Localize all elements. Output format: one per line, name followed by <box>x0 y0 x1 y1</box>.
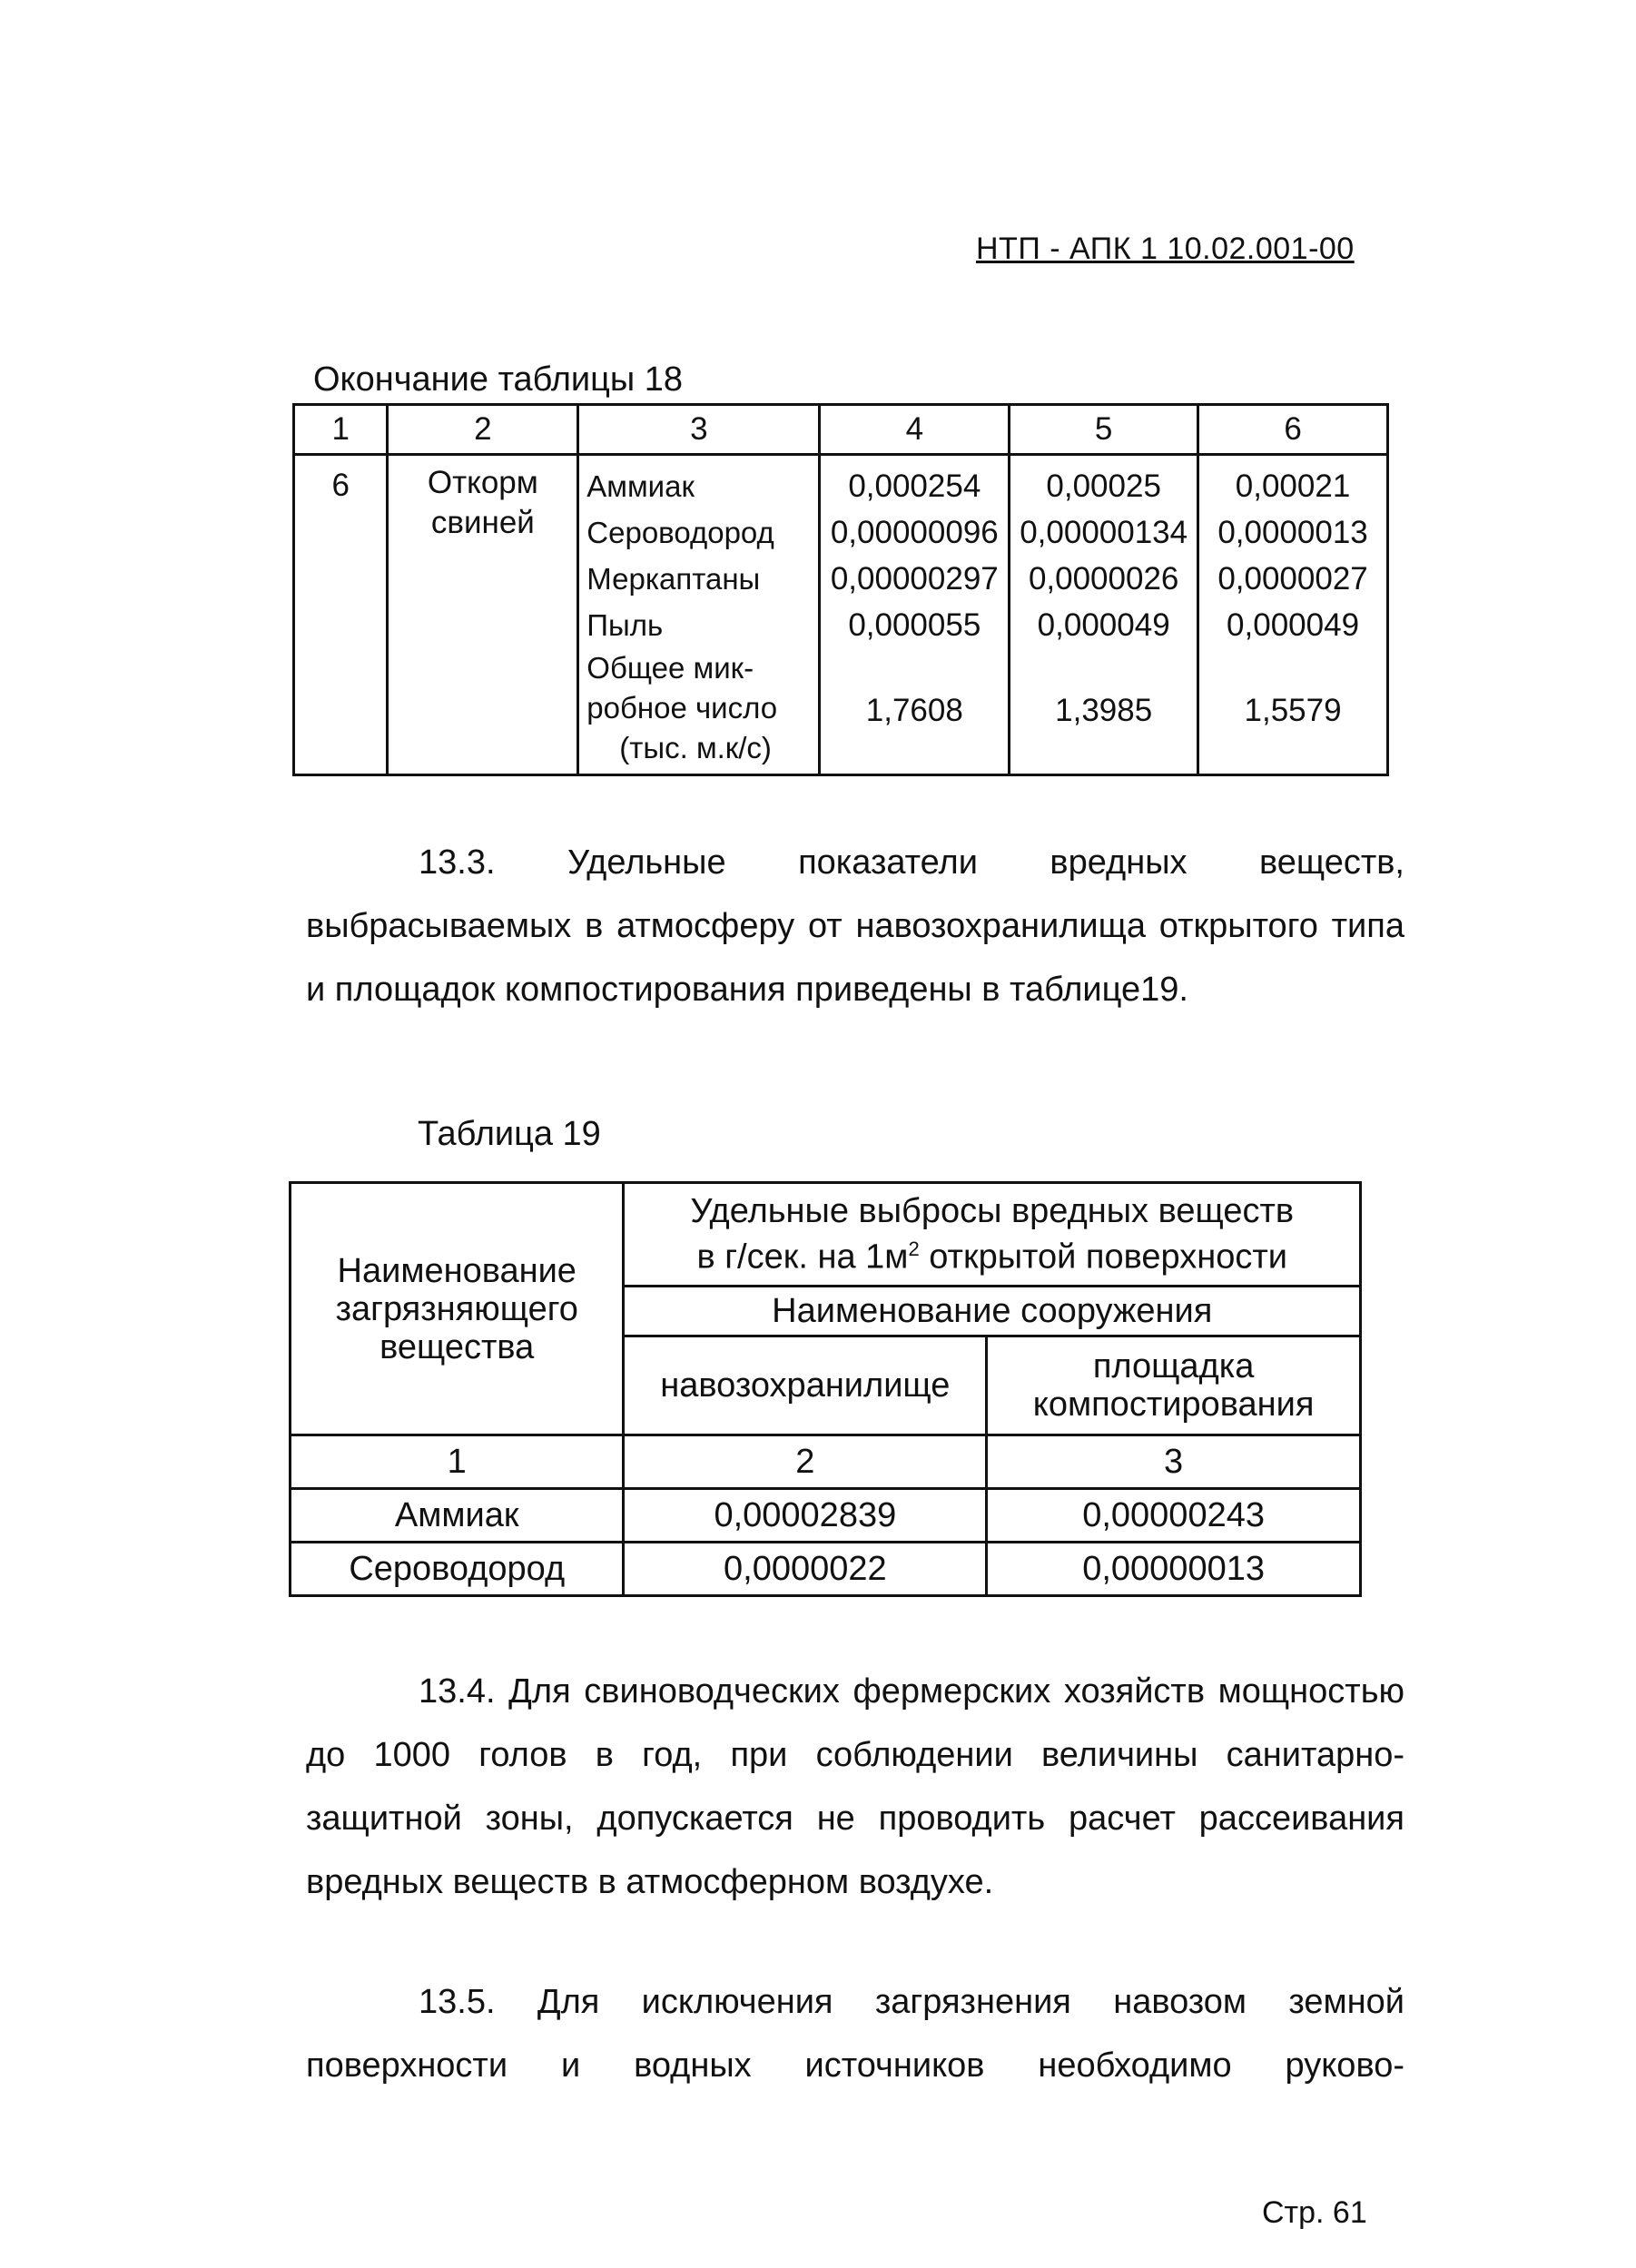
substance-microbial-3: (тыс. м.к/с) <box>619 731 772 764</box>
table18-data-row <box>294 455 1388 775</box>
table-18 <box>292 403 1389 776</box>
table19-value: 0,0000022 <box>624 1543 987 1596</box>
value: 0,000049 <box>1227 607 1360 643</box>
table18-group-label: Откорм свиней <box>427 465 538 540</box>
value: 0,00000096 <box>830 515 999 550</box>
text: в г/сек. на 1м <box>696 1238 909 1277</box>
value: 0,000049 <box>1037 607 1170 643</box>
table19-col3-header-text: площадка компостирования <box>1032 1347 1315 1425</box>
substance-ammonia: Аммиак <box>586 469 695 503</box>
table19-col-num: 3 <box>987 1435 1361 1489</box>
table-19 <box>289 1181 1362 1597</box>
value: 0,0000026 <box>1028 561 1179 597</box>
table19-value: 0,00002839 <box>624 1489 987 1543</box>
substance-microbial-2: робное число <box>586 691 778 725</box>
table19-value: 0,00000013 <box>987 1543 1361 1596</box>
table19-col1-header: Наименование загрязняющего вещества <box>291 1183 624 1435</box>
document-code: НТП - АПК 1 10.02.001-00 <box>976 232 1355 266</box>
table19-substance: Аммиак <box>291 1489 624 1543</box>
table19-caption: Таблица 19 <box>418 1115 601 1153</box>
table18-caption: Окончание таблицы 18 <box>313 360 684 399</box>
table18-col6 <box>1198 455 1388 775</box>
value: 0,00025 <box>1046 468 1161 504</box>
table19-group-header <box>624 1183 1361 1287</box>
paragraph-13-5: 13.5. Для исключения загрязнения навозом земной поверхности и водных источников необходимо руково- <box>306 1983 1404 2085</box>
table19-col3-header <box>987 1336 1361 1435</box>
value: 1,7608 <box>865 693 963 728</box>
substance-hydrogen-sulfide: Сероводород <box>586 516 774 549</box>
table18-col-num: 3 <box>578 405 820 455</box>
paragraph-13-4: 13.4. Для свиноводческих фермерских хозяйств мощностью до 1000 голов в год, при соблюдении величины санитарно-защитной зоны, допускается не проводить расчет рассеивания вредных веществ в атмосферном воздухе. <box>306 1672 1404 1901</box>
superscript: 2 <box>908 1238 920 1261</box>
table19-substance: Сероводород <box>291 1543 624 1596</box>
paragraph-13-3: 13.3. Удельные показатели вредных веществ, выбрасываемых в атмосферу от навозохранилища открытого типа и площадок компостирования приведены в таблице19. <box>306 843 1404 1009</box>
value: 1,3985 <box>1055 693 1153 728</box>
table18-row-number: 6 <box>294 455 388 775</box>
table18-header-row <box>294 405 1388 455</box>
table-row <box>291 1543 1361 1596</box>
table19-col-num: 1 <box>291 1435 624 1489</box>
table18-col-num: 2 <box>388 405 578 455</box>
value: 0,000254 <box>848 468 981 504</box>
table18-substances <box>578 455 820 775</box>
table19-number-row <box>291 1435 1361 1489</box>
substance-microbial-1: Общее мик- <box>586 651 754 685</box>
table18-col-num: 4 <box>820 405 1010 455</box>
table18-group <box>388 455 578 775</box>
value: 0,000055 <box>848 607 981 643</box>
text: открытой поверхности <box>919 1238 1287 1277</box>
table-row <box>291 1489 1361 1543</box>
table19-sub-header: Наименование сооружения <box>624 1286 1361 1336</box>
table19-header-row-1 <box>291 1183 1361 1287</box>
value: 0,00000297 <box>830 561 999 597</box>
table19-col-num: 2 <box>624 1435 987 1489</box>
table18-col-num: 5 <box>1010 405 1198 455</box>
substance-mercaptans: Меркаптаны <box>586 562 761 596</box>
page-number: Стр. 61 <box>1262 2195 1367 2230</box>
table18-col4 <box>820 455 1010 775</box>
table18-col-num: 6 <box>1198 405 1388 455</box>
table18-col-num: 1 <box>294 405 388 455</box>
table18-col5 <box>1010 455 1198 775</box>
table19-group-header-line2 <box>625 1230 1359 1277</box>
table19-value: 0,00000243 <box>987 1489 1361 1543</box>
value: 0,00021 <box>1235 468 1351 504</box>
value: 1,5579 <box>1244 693 1342 728</box>
table19-col2-header: навозохранилище <box>624 1336 987 1435</box>
substance-dust: Пыль <box>586 608 664 642</box>
value: 0,0000027 <box>1217 561 1368 597</box>
value: 0,0000013 <box>1217 515 1368 550</box>
value: 0,00000134 <box>1020 515 1188 550</box>
table19-group-header-line1: Удельные выбросы вредных веществ <box>690 1192 1295 1231</box>
